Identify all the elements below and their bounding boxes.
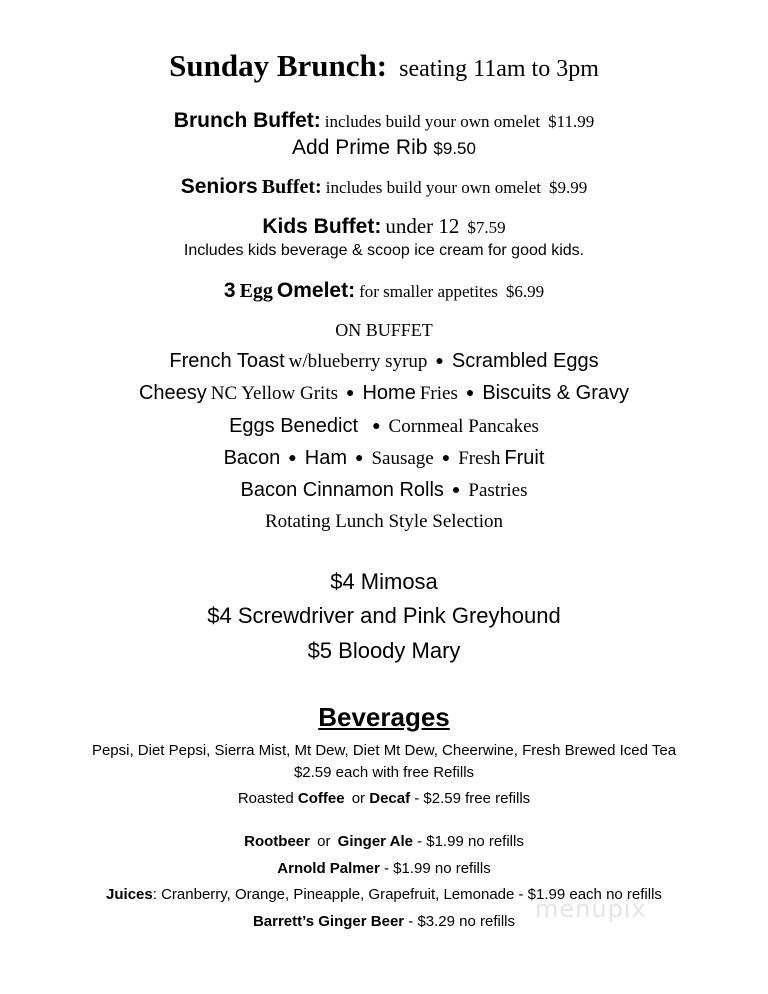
- buffet-ham: Ham: [304, 447, 347, 469]
- bullet-icon: ●: [435, 352, 444, 368]
- juices-list: : Cranberry, Orange, Pineapple, Grapefruit, Lemonade - $1.99 each no refills: [152, 886, 662, 903]
- beverages-heading: Beverages: [318, 702, 450, 732]
- beverages-arnold-palmer: [0, 860, 768, 877]
- buffet-fries: Fries: [419, 383, 458, 404]
- kids-buffet-label: Kids Buffet:: [262, 215, 382, 238]
- buffet-bacon: Bacon: [223, 447, 281, 469]
- buffet-grits: NC Yellow Grits: [210, 383, 339, 404]
- arnold-palmer-label: Arnold Palmer: [277, 860, 380, 877]
- brunch-buffet-label: Brunch Buffet:: [173, 109, 321, 132]
- buffet-french-toast: French Toast: [169, 350, 285, 372]
- ginger-beer-price: - $3.29 no refills: [408, 913, 516, 930]
- buffet-cinnamon-rolls: Bacon Cinnamon Rolls: [240, 479, 444, 501]
- buffet-cornmeal-pancakes: Cornmeal Pancakes: [388, 416, 539, 437]
- coffee-or: or: [351, 790, 366, 807]
- title-sub: seating 11am to 3pm: [399, 56, 599, 82]
- menupix-watermark: menupix: [535, 895, 647, 923]
- buffet-row-2: [0, 382, 768, 405]
- buffet-cheesy: Cheesy: [138, 382, 207, 404]
- beverages-sodas-price: $2.59 each with free Refills: [293, 764, 475, 781]
- rootbeer-label: Rootbeer: [244, 833, 310, 850]
- buffet-row-6: Rotating Lunch Style Selection: [265, 511, 503, 532]
- beverages-rootbeer: [0, 833, 768, 850]
- juices-label: Juices: [106, 886, 153, 903]
- seniors-buffet-desc: includes build your own omelet: [325, 178, 542, 197]
- beverages-juices: [0, 886, 768, 903]
- omelet-desc: for smaller appetites: [359, 282, 498, 301]
- buffet-row-4: [0, 447, 768, 470]
- prime-rib-line: [0, 136, 768, 160]
- brunch-buffet-line: [0, 109, 768, 133]
- buffet-pastries: Pastries: [468, 480, 528, 501]
- buffet-eggs-benedict: Eggs Benedict: [229, 415, 359, 437]
- kids-buffet-desc: under 12: [385, 214, 460, 238]
- seniors-label-a: Seniors: [180, 175, 258, 198]
- prime-rib-price: $9.50: [433, 139, 476, 158]
- omelet-label-b: Egg: [239, 280, 273, 302]
- buffet-fruit: Fruit: [504, 447, 545, 469]
- buffet-row-5: [0, 479, 768, 502]
- seniors-label-b: Buffet:: [261, 176, 322, 198]
- kids-buffet-note: Includes kids beverage & scoop ice cream for good kids.: [183, 242, 585, 259]
- bullet-icon: ●: [372, 417, 381, 433]
- kids-buffet-line: [0, 214, 768, 239]
- bullet-icon: ●: [288, 449, 297, 465]
- coffee-label: Coffee: [297, 790, 345, 807]
- ginger-ale-label: Ginger Ale: [337, 833, 413, 850]
- rootbeer-or: or: [317, 833, 331, 850]
- bullet-icon: ●: [354, 449, 364, 465]
- buffet-biscuits-gravy: Biscuits & Gravy: [482, 382, 630, 404]
- on-buffet-heading: ON BUFFET: [335, 320, 433, 340]
- brunch-buffet-price: $11.99: [548, 112, 595, 131]
- drink-screwdriver: $4 Screwdriver and Pink Greyhound: [207, 603, 561, 628]
- buffet-blueberry-syrup: w/blueberry syrup: [288, 351, 428, 372]
- beverages-sodas: Pepsi, Diet Pepsi, Sierra Mist, Mt Dew, Diet Mt Dew, Cheerwine, Fresh Brewed Iced Tea: [91, 742, 677, 759]
- prime-rib-label: Add Prime Rib: [292, 136, 428, 159]
- buffet-row-3: [0, 415, 768, 438]
- seniors-buffet-line: [0, 175, 768, 199]
- omelet-label-a: 3: [223, 279, 236, 302]
- beverages-coffee: [0, 790, 768, 807]
- coffee-roasted: Roasted: [237, 790, 294, 807]
- title-main: Sunday Brunch:: [169, 48, 388, 83]
- omelet-price: $6.99: [505, 282, 545, 301]
- buffet-scrambled-eggs: Scrambled Eggs: [451, 350, 599, 372]
- bullet-icon: ●: [441, 449, 451, 465]
- rootbeer-price: - $1.99 no refills: [417, 833, 524, 850]
- buffet-fresh: Fresh: [458, 448, 501, 469]
- drink-bloody-mary: $5 Bloody Mary: [307, 638, 461, 663]
- arnold-palmer-price: - $1.99 no refills: [383, 860, 491, 877]
- coffee-price: - $2.59 free refills: [414, 790, 531, 807]
- buffet-home: Home: [362, 382, 416, 404]
- kids-buffet-price: $7.59: [467, 218, 506, 237]
- omelet-line: [0, 279, 768, 303]
- decaf-label: Decaf: [369, 790, 411, 807]
- buffet-sausage: Sausage: [371, 448, 434, 469]
- bullet-icon: ●: [465, 384, 475, 400]
- menu-title: [0, 48, 768, 84]
- drink-mimosa: $4 Mimosa: [330, 569, 438, 594]
- ginger-beer-label: Barrett’s Ginger Beer: [252, 913, 405, 930]
- omelet-label-c: Omelet:: [276, 279, 356, 302]
- bullet-icon: ●: [451, 481, 461, 497]
- buffet-row-1: [0, 350, 768, 373]
- brunch-buffet-desc: includes build your own omelet: [324, 112, 541, 131]
- seniors-buffet-price: $9.99: [549, 178, 588, 197]
- beverages-ginger-beer: [0, 913, 768, 930]
- bullet-icon: ●: [346, 384, 355, 400]
